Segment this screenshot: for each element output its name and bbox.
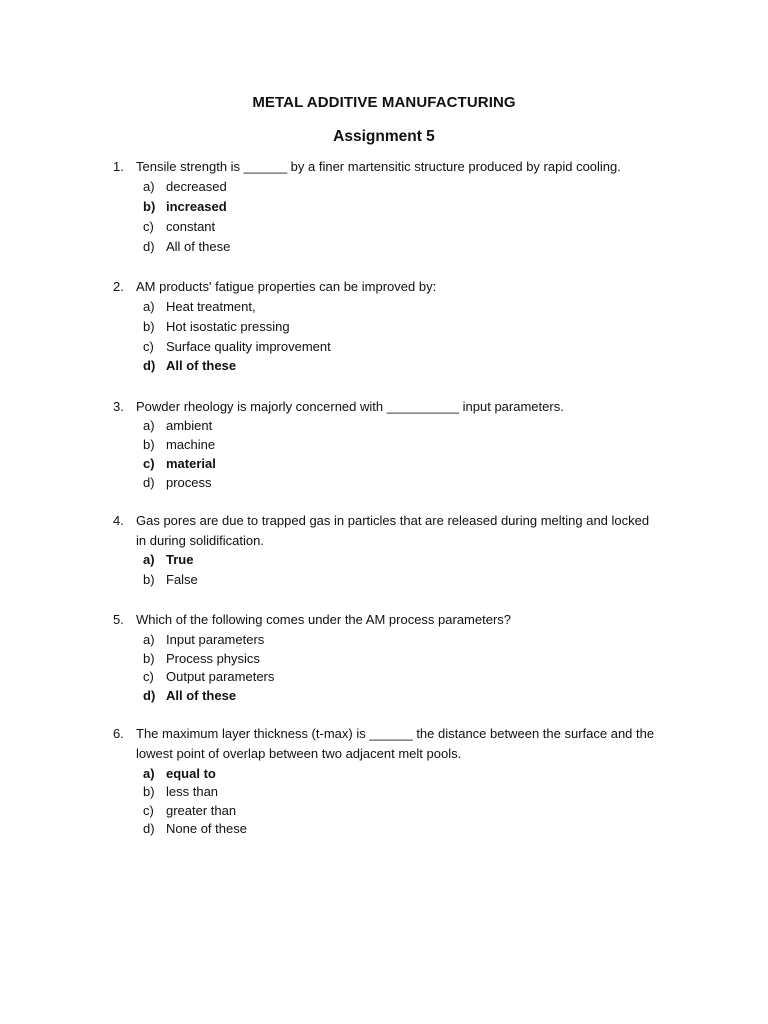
option-text: greater than	[166, 803, 237, 818]
document-title: METAL ADDITIVE MANUFACTURING	[252, 94, 516, 111]
option-3b	[0, 435, 768, 454]
option-text: Hot isostatic pressing	[166, 319, 290, 334]
option-3c-correct	[0, 454, 768, 473]
option-letter: d)	[143, 688, 156, 703]
option-6c	[0, 801, 768, 820]
question-text: Which of the following comes under the AM process parameters?	[136, 612, 512, 627]
option-letter: b)	[143, 199, 156, 214]
option-letter: b)	[143, 437, 155, 452]
option-6a-correct	[0, 764, 768, 783]
option-text: All of these	[166, 358, 237, 373]
option-text: All of these	[166, 239, 231, 254]
option-text: constant	[166, 219, 216, 234]
option-text: Process physics	[166, 651, 260, 666]
question-number: 6.	[113, 726, 124, 741]
option-letter: c)	[143, 803, 154, 818]
option-letter: d)	[143, 821, 155, 836]
option-text: less than	[166, 784, 219, 799]
option-text: Surface quality improvement	[166, 339, 331, 354]
option-letter: b)	[143, 784, 155, 799]
option-1c	[0, 217, 768, 236]
option-letter: b)	[143, 319, 155, 334]
option-letter: a)	[143, 766, 155, 781]
option-letter: c)	[143, 339, 154, 354]
option-letter: d)	[143, 475, 155, 490]
option-letter: b)	[143, 651, 155, 666]
option-1b-correct	[0, 197, 768, 216]
option-2a	[0, 297, 768, 316]
option-letter: a)	[143, 299, 155, 314]
question-number: 2.	[113, 279, 124, 294]
option-5b	[0, 649, 768, 668]
question-number: 5.	[113, 612, 124, 627]
option-text: material	[166, 456, 216, 471]
option-text: Input parameters	[166, 632, 265, 647]
option-text: Heat treatment,	[166, 299, 256, 314]
option-6d	[0, 819, 768, 838]
option-6b	[0, 782, 768, 801]
option-text: ambient	[166, 418, 213, 433]
option-3a	[0, 416, 768, 435]
option-5d-correct	[0, 686, 768, 705]
option-letter: b)	[143, 572, 155, 587]
option-text: Output parameters	[166, 669, 275, 684]
question-text: Tensile strength is ______ by a finer martensitic structure produced by rapid cooling.	[136, 159, 621, 174]
option-text: True	[166, 552, 194, 567]
option-letter: c)	[143, 456, 155, 471]
option-letter: a)	[143, 552, 155, 567]
option-text: machine	[166, 437, 216, 452]
option-4a-correct	[0, 550, 768, 569]
question-number: 4.	[113, 513, 124, 528]
option-letter: c)	[143, 219, 154, 234]
option-letter: d)	[143, 239, 155, 254]
option-letter: a)	[143, 179, 155, 194]
option-letter: a)	[143, 632, 155, 647]
option-letter: d)	[143, 358, 156, 373]
option-text: None of these	[166, 821, 247, 836]
option-1d	[0, 237, 768, 256]
question-number: 1.	[113, 159, 124, 174]
option-text: All of these	[166, 688, 237, 703]
option-4b	[0, 570, 768, 589]
option-2c	[0, 337, 768, 356]
question-number: 3.	[113, 399, 124, 414]
question-text: Powder rheology is majorly concerned with __________ input parameters.	[136, 399, 564, 414]
option-2d-correct	[0, 356, 768, 375]
question-text: The maximum layer thickness (t-max) is ______ the distance between the surface and the lowest point of overlap between two adjacent melt pools.	[136, 726, 655, 761]
question-text: AM products' fatigue properties can be improved by:	[136, 279, 437, 294]
option-text: equal to	[166, 766, 216, 781]
option-5a	[0, 630, 768, 649]
option-text: process	[166, 475, 212, 490]
question-text: Gas pores are due to trapped gas in particles that are released during melting and locked in during solidification.	[136, 513, 650, 548]
option-text: increased	[166, 199, 227, 214]
assignment-subtitle: Assignment 5	[333, 128, 435, 145]
option-text: False	[166, 572, 198, 587]
option-letter: a)	[143, 418, 155, 433]
option-5c	[0, 667, 768, 686]
option-1a	[0, 177, 768, 196]
option-2b	[0, 317, 768, 336]
option-3d	[0, 473, 768, 492]
option-text: decreased	[166, 179, 227, 194]
option-letter: c)	[143, 669, 154, 684]
